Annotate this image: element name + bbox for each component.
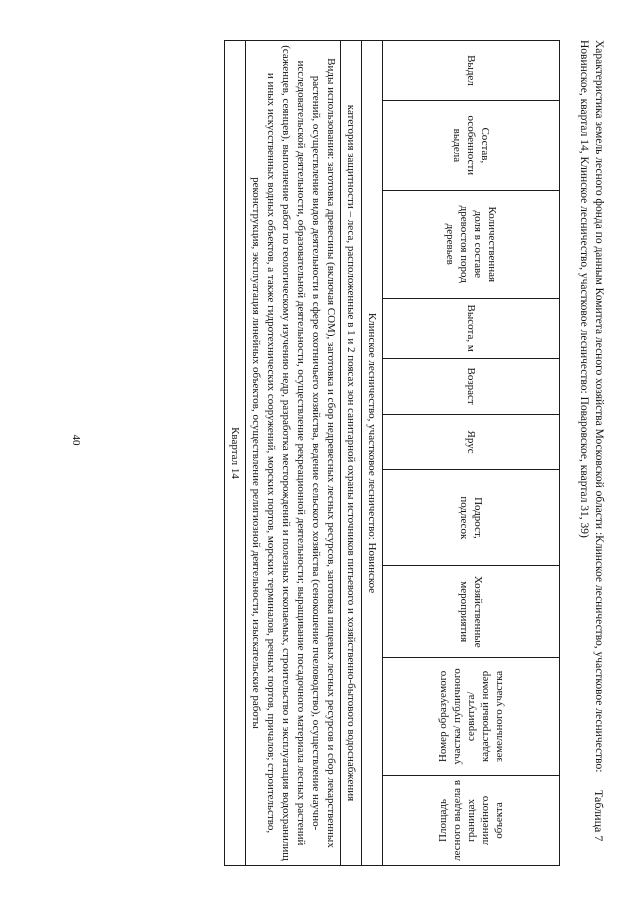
document-title: Характеристика земель лесного фонда по данным Комитета лесного хозяйства Московской области :Клинское лесничество, участковое лесничество: Новинское, квартал 14, Клинское лесничество, участковое лесничество: Поваровское, квартал 31, 39) <box>578 40 605 773</box>
forestry-cell: Клинское лесничество, участковое лесничество: Новинское <box>362 41 383 866</box>
quarter-row <box>225 41 246 866</box>
category-cell: категория защитности – леса, расположенные в 1 и 2 поясах зон санитарной охраны источников питьевого и хозяйственно-бытового водоснабжения <box>341 41 362 866</box>
column-header: Количественная доля в составе древостоя пород деревьев <box>383 190 560 298</box>
rotated-page-content <box>114 20 614 880</box>
column-header: Подрост, подлесок <box>383 470 560 566</box>
column-header: Хозяйственные мероприятия <box>383 566 560 658</box>
table-header-row <box>383 41 560 866</box>
column-header: Выдел <box>383 41 560 101</box>
column-header: Высота, м <box>383 298 560 358</box>
column-header: Ярус <box>383 414 560 470</box>
land-characteristics-table <box>224 40 560 866</box>
column-header-text: Площадь лесного выдела в границах линейного объекта <box>437 780 505 861</box>
forestry-row <box>362 41 383 866</box>
uses-cell: Виды использования: заготовка древесины (включая СОМ), заготовка и сбор недревесных лесных ресурсов, заготовка пищевых лесных ресурсов и сбор лекарственных растений, осуществление видов деятельности в сфере охотничьего хозяйства, ведение сельского хозяйства (сенокошение пчеловодство), осуществление научно-исследовательской деятельности, образовательной деятельности, осуществление рекреационной деятельности; выращивание посадочного материала лесных растений (саженцев, сеянцев), выполнение работ по геологическому изучению недр, разработка месторождений и полезных ископаемых, строительство и эксплуатация водохранилищ и иных искусственных водных объектов, а также гидротехнических сооружений, морских портов, морских терминалов, речных портов, причалов; строительство, реконструкция, эксплуатация линейных объектов, осуществление религиозной деятельности, изыскательские работы <box>246 41 341 866</box>
column-header: Состав, особенности выдела <box>383 100 560 190</box>
column-header-flipped <box>383 658 560 776</box>
quarter-cell: Квартал 14 <box>225 41 246 866</box>
uses-row <box>246 41 341 866</box>
category-row <box>341 41 362 866</box>
column-header-text: Номер образуемого участка/ публичного сервитута/ кадастровый номер земельного участка <box>437 668 505 765</box>
table-number: Таблица 7 <box>592 790 606 842</box>
column-header-flipped <box>383 776 560 866</box>
page-number: 40 <box>70 434 82 446</box>
column-header: Возраст <box>383 358 560 414</box>
